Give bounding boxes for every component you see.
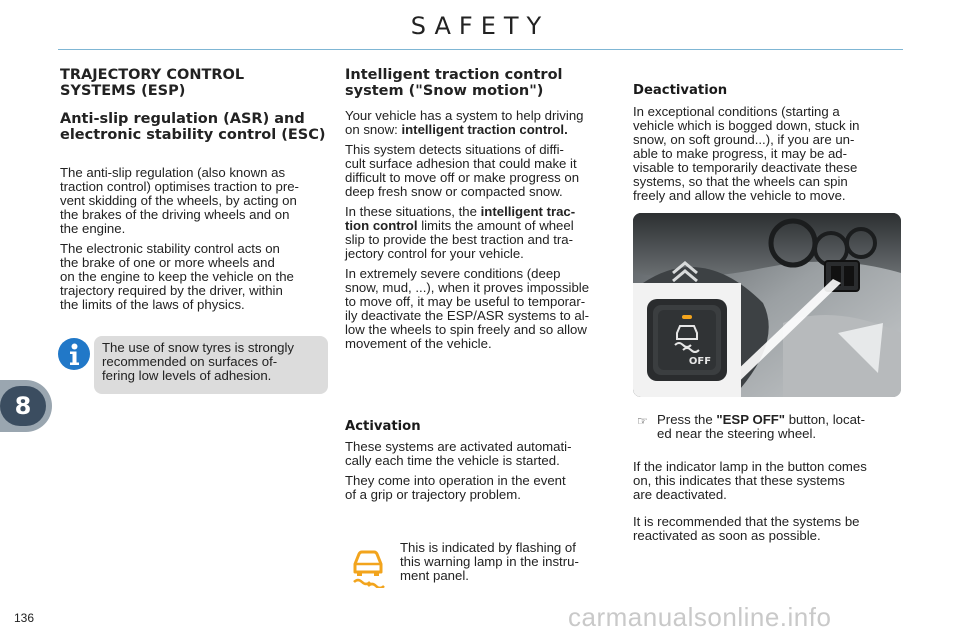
paragraph-detects: This system detects situations of diffi- cult surface adhesion that could make it difficult to move off or make progress on deep fresh snow or compacted snow. (345, 142, 580, 199)
heading-line: system ("Snow motion") (345, 83, 544, 99)
deactivation-heading: Deactivation (633, 83, 728, 98)
info-icon (58, 338, 90, 370)
section-heading-asr-esc (60, 111, 340, 143)
heading-line: Intelligent traction control (345, 67, 563, 83)
activation-section (345, 420, 615, 502)
heading-line: electronic stability control (ESC) (60, 127, 326, 143)
paragraph-indicator-lamp: If the indicator lamp in the button comes on, this indicates that these systems are deactivated. (633, 459, 867, 502)
paragraph-severe: In extremely severe conditions (deep snow, mud, ...), when it proves impossible to move off, it may be useful to temporar- ily deactivate the ESP/ASR systems to al- low the wheels to spin freely and so allow movement of the vehicle. (345, 266, 590, 351)
info-text: The use of snow tyres is strongly recommended on surfaces of- fering low levels of adhesion. (102, 340, 295, 383)
press-instruction (633, 413, 901, 441)
pointing-hand-icon: ☞ (637, 414, 648, 428)
paragraph-asr: The anti-slip regulation (also known as traction control) optimises traction to pre- vent skidding of the wheels, by acting on the brakes of the driving wheels and on the engine. (60, 165, 299, 236)
col2-body (345, 109, 615, 351)
press-text: Press the "ESP OFF" button, locat- ed near the steering wheel. (657, 412, 865, 441)
paragraph-limits: In these situations, the intelligent trac- tion control limits the amount of wheel slip to provide the best traction and tra- jectory control for your vehicle. (345, 204, 576, 261)
heading-line: TRAJECTORY CONTROL (60, 67, 245, 83)
paragraph-intro: Your vehicle has a system to help driving on snow: intelligent traction control. (345, 108, 584, 137)
heading-line: SYSTEMS (ESP) (60, 83, 186, 99)
paragraph-deactivation: In exceptional conditions (starting a vehicle which is bogged down, stuck in snow, on soft ground...), if you are un- able to make progress, it may be ad- visable to temporarily deactivate these systems, so that the wheels can spin freely and allow the vehicle to move. (633, 104, 860, 203)
col1-body (60, 166, 328, 312)
activation-heading: Activation (345, 419, 421, 434)
section-heading-trajectory (60, 67, 330, 99)
dashboard-photo (633, 213, 901, 397)
paragraph-esc: The electronic stability control acts on the brake of one or more wheels and on the engine to keep the vehicle on the trajectory required by the driver, within the limits of the laws of physics. (60, 241, 294, 312)
col3-body (633, 84, 901, 203)
paragraph-activated: These systems are activated automati- cally each time the vehicle is started. (345, 439, 572, 468)
heading-line: Anti-slip regulation (ASR) and (60, 111, 305, 127)
section-heading-snow-motion (345, 67, 625, 99)
page-number: 136 (14, 611, 35, 625)
chapter-number: 8 (0, 386, 46, 426)
header-divider (58, 49, 903, 50)
paragraph-operation: They come into operation in the event of a grip or trajectory problem. (345, 473, 566, 502)
esp-warning-lamp-icon (346, 544, 390, 588)
esp-off-button-label: OFF (688, 356, 712, 367)
watermark-text: carmanualsonline.info (568, 602, 832, 632)
page-title: SAFETY (410, 12, 550, 40)
paragraph-reactivate: It is recommended that the systems be reactivated as soon as possible. (633, 514, 860, 543)
warning-lamp-text: This is indicated by flashing of this warning lamp in the instru- ment panel. (400, 540, 579, 583)
